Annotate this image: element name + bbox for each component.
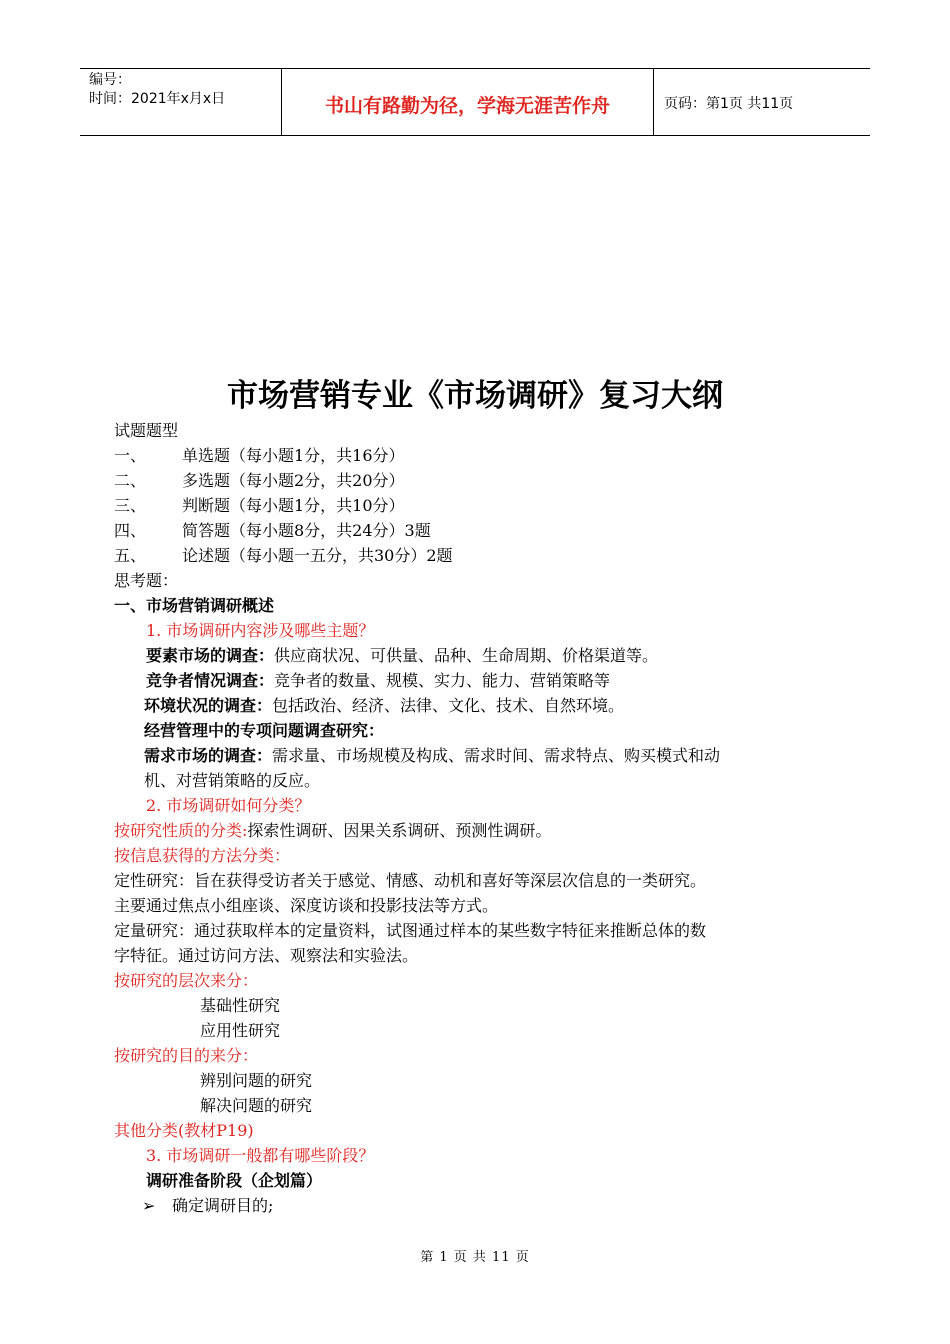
section-heading: 一、市场营销调研概述 — [114, 596, 275, 615]
level-item: 应用性研究 — [200, 1021, 281, 1040]
document-body — [114, 418, 854, 1218]
quantitative-text: 定量研究：通过获取样本的定量资料，试图通过样本的某些数字特征来推断总体的数 — [114, 921, 707, 940]
question-2: 2. 市场调研如何分类？ — [146, 796, 311, 815]
topic-item: 要素市场的调查：供应商状况、可供量、品种、生命周期、价格渠道等。 — [146, 646, 659, 665]
classification-by-nature: 按研究性质的分类:探索性调研、因果关系调研、预测性调研。 — [114, 821, 552, 840]
header-motto: 书山有路勤为径，学海无涯苦作舟 — [282, 69, 654, 135]
topic-item-demand-cont: 机、对营销策略的反应。 — [144, 771, 321, 790]
purpose-item: 解决问题的研究 — [200, 1096, 313, 1115]
header-page-info: 页码：第1页 共11页 — [664, 96, 794, 112]
classification-by-purpose: 按研究的目的来分： — [114, 1046, 259, 1065]
header-meta-cell — [80, 69, 282, 135]
topic-item: 经营管理中的专项问题调查研究： — [144, 721, 385, 740]
topic-item: 环境状况的调查：包括政治、经济、法律、文化、技术、自然环境。 — [144, 696, 625, 715]
exam-type-item: 二、 多选题（每小题2分，共20分） — [114, 471, 405, 490]
classification-by-info: 按信息获得的方法分类： — [114, 846, 291, 865]
arrow-bullet-icon: ➢ — [142, 1196, 156, 1215]
classification-by-level: 按研究的层次来分： — [114, 971, 259, 990]
time-label: 时间：2021年x月x日 — [89, 91, 226, 107]
other-classification: 其他分类(教材P19) — [114, 1121, 254, 1140]
exam-type-item: 一、 单选题（每小题1分，共16分） — [114, 446, 405, 465]
topic-item: 竞争者情况调查：竞争者的数量、规模、实力、能力、营销策略等 — [146, 671, 611, 690]
number-label: 编号： — [89, 72, 131, 88]
exam-type-item: 五、 论述题（每小题一五分，共30分）2题 — [114, 546, 453, 565]
qualitative-text: 定性研究：旨在获得受访者关于感觉、情感、动机和喜好等深层次信息的一类研究。 — [114, 871, 707, 890]
exam-type-item: 三、 判断题（每小题1分，共10分） — [114, 496, 405, 515]
stage-heading: 调研准备阶段（企划篇） — [146, 1171, 323, 1190]
stage-item: ➢ 确定调研目的; — [114, 1193, 854, 1218]
header-table — [80, 68, 870, 136]
page-footer: 第 1 页 共 11 页 — [420, 1250, 530, 1265]
quantitative-text-cont: 字特征。通过访问方法、观察法和实验法。 — [114, 946, 419, 965]
document-title: 市场营销专业《市场调研》复习大纲 — [227, 378, 723, 414]
purpose-item: 辨别问题的研究 — [200, 1071, 313, 1090]
qualitative-text-cont: 主要通过焦点小组座谈、深度访谈和投影技法等方式。 — [114, 896, 499, 915]
topic-item-demand: 需求市场的调查：需求量、市场规模及构成、需求时间、需求特点、购买模式和动 — [144, 746, 721, 765]
exam-type-item: 四、 简答题（每小题8分，共24分）3题 — [114, 521, 431, 540]
exam-types-heading: 试题题型 — [114, 421, 179, 440]
level-item: 基础性研究 — [200, 996, 281, 1015]
think-heading: 思考题： — [114, 571, 179, 590]
question-3: 3. 市场调研一般都有哪些阶段？ — [146, 1146, 375, 1165]
question-1: 1. 市场调研内容涉及哪些主题？ — [146, 621, 375, 640]
